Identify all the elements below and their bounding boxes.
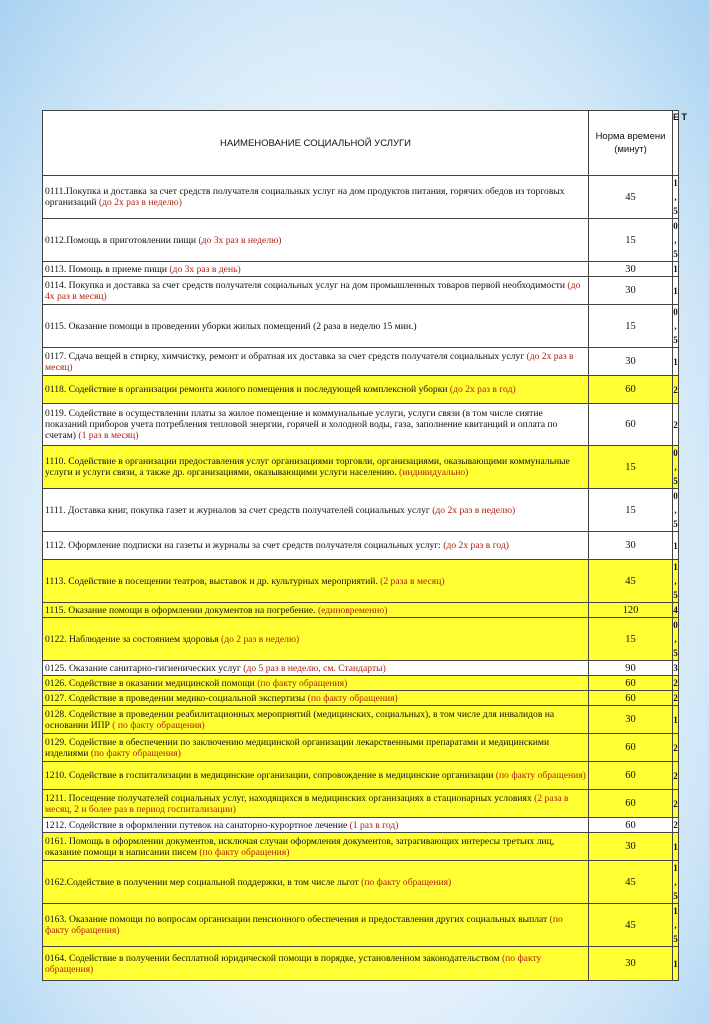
service-name-cell: [43, 706, 589, 734]
service-name: 0122. Наблюдение за состоянием здоровья: [45, 633, 219, 645]
service-frequency: (по факту обращения): [305, 692, 398, 704]
service-name: 1110. Содействие в организации предоставления услуг организациями торговли, организациями, оказывающими коммунальные услуги и услуги связи, а также др. организациями, оказывающими услуги населению.: [45, 456, 570, 478]
service-name-cell: [43, 489, 589, 532]
extra-cell: 1: [673, 277, 679, 305]
header-service-name: НАИМЕНОВАНИЕ СОЦИАЛЬНОЙ УСЛУГИ: [43, 111, 589, 176]
service-name-cell: [43, 947, 589, 981]
service-frequency: (по факту обращения): [358, 876, 452, 888]
service-name: 1210. Содействие в госпитализации в медицинские организации, сопровождение в медицинские организации: [45, 770, 494, 781]
extra-cell: 4: [673, 603, 679, 618]
extra-cell: 2: [673, 734, 679, 762]
extra-cell: 2: [673, 818, 679, 833]
service-frequency: (по факту обращения): [493, 770, 586, 781]
time-norm-cell: 60: [589, 676, 673, 691]
table-row: [43, 947, 679, 981]
service-frequency: (по факту обращения): [196, 846, 290, 858]
service-frequency: (до 2х раз в месяц): [45, 350, 574, 373]
service-name: 0164. Содействие в получении бесплатной юридической помощи в порядке, установленном законодательством: [45, 952, 500, 964]
extra-cell: 2: [673, 404, 679, 446]
service-name: 0126. Содействие в оказании медицинской помощи: [45, 677, 255, 689]
header-time-norm: Норма времени (минут): [589, 111, 673, 176]
table-row: [43, 489, 679, 532]
service-name: 0113. Помощь в приеме пищи: [45, 263, 167, 275]
service-frequency: (до 2х раз в неделю): [96, 197, 182, 208]
service-name: 1113. Содействие в посещении театров, выставок и др. культурных мероприятий.: [45, 575, 378, 587]
service-frequency: (1 раз в год): [347, 819, 399, 831]
service-name: 0115. Оказание помощи в проведении уборки жилых помещений (2 раза в неделю 15 мин.): [45, 320, 417, 332]
table-row: [43, 532, 679, 560]
service-name-cell: [43, 603, 589, 618]
service-name: 0125. Оказание санитарно-гигиенических услуг: [45, 662, 241, 674]
table-row: [43, 904, 679, 947]
table-row: [43, 762, 679, 790]
extra-cell: 2: [673, 376, 679, 404]
table-row: [43, 861, 679, 904]
service-frequency: (до 2х раз в год): [447, 384, 516, 395]
extra-cell: 1 , 5: [673, 176, 679, 219]
service-name-cell: [43, 676, 589, 691]
service-name: 1115. Оказание помощи в оформлении документов на погребение.: [45, 604, 316, 616]
service-name-cell: [43, 833, 589, 861]
time-norm-cell: 60: [589, 404, 673, 446]
service-name-cell: [43, 532, 589, 560]
extra-cell: 0 , 5: [673, 618, 679, 661]
extra-cell: 1: [673, 947, 679, 981]
table-row: [43, 219, 679, 262]
service-name: 1211. Посещение получателей социальных услуг, находящихся в медицинских организациях в стационарных условиях: [45, 792, 532, 804]
service-name-cell: [43, 560, 589, 603]
extra-cell: 2: [673, 691, 679, 706]
service-frequency: (до 3х раз в день): [166, 263, 241, 275]
service-name-cell: [43, 262, 589, 277]
service-name-cell: [43, 404, 589, 446]
table-row: [43, 691, 679, 706]
time-norm-cell: 90: [589, 661, 673, 676]
service-name-cell: [43, 348, 589, 376]
extra-cell: 0 , 5: [673, 219, 679, 262]
extra-cell: 2: [673, 790, 679, 818]
service-name-cell: [43, 219, 589, 262]
table-row: [43, 305, 679, 348]
extra-cell: 3: [673, 661, 679, 676]
service-frequency: (до 4х раз в месяц): [45, 279, 581, 302]
table-row: [43, 262, 679, 277]
service-name: 0163. Оказание помощи по вопросам организации пенсионного обеспечения и предоставления других социальных выплат: [45, 914, 548, 925]
extra-cell: 1: [673, 833, 679, 861]
service-frequency: (по факту обращения): [45, 914, 563, 936]
table-row: [43, 348, 679, 376]
service-frequency: (по факту обращения): [254, 677, 348, 689]
service-name-cell: [43, 305, 589, 348]
service-name-cell: [43, 691, 589, 706]
service-name-cell: [43, 904, 589, 947]
table-row: [43, 790, 679, 818]
service-frequency: (до 2 раз в неделю): [218, 633, 300, 645]
time-norm-cell: 15: [589, 446, 673, 489]
time-norm-cell: 30: [589, 947, 673, 981]
time-norm-cell: 60: [589, 790, 673, 818]
extra-cell: 1: [673, 262, 679, 277]
time-norm-cell: 120: [589, 603, 673, 618]
time-norm-cell: 30: [589, 277, 673, 305]
service-name-cell: [43, 176, 589, 219]
time-norm-cell: 30: [589, 532, 673, 560]
time-norm-cell: 60: [589, 818, 673, 833]
service-frequency: (по факту обращения): [45, 952, 542, 975]
service-name: 0114. Покупка и доставка за счет средств получателя социальных услуг на дом промышленных товаров первой необходимости: [45, 279, 565, 291]
table-row: [43, 618, 679, 661]
service-name: 0127. Содействие в проведении медико-социальной экспертизы: [45, 692, 306, 704]
service-frequency: (по факту обращения): [88, 747, 181, 759]
extra-cell: 1 , 5: [673, 904, 679, 947]
time-norm-cell: 15: [589, 219, 673, 262]
time-norm-cell: 15: [589, 305, 673, 348]
time-norm-cell: 45: [589, 560, 673, 603]
extra-cell: 1 , 5: [673, 861, 679, 904]
service-name-cell: [43, 734, 589, 762]
time-norm-cell: 45: [589, 176, 673, 219]
table-row: [43, 734, 679, 762]
service-name-cell: [43, 618, 589, 661]
service-frequency: (единовременно): [315, 604, 388, 616]
service-frequency: (до 2х раз в год): [440, 540, 509, 551]
service-frequency: (2 раза в месяц, 2 и более раз в период госпитализации): [45, 792, 569, 815]
time-norm-cell: 60: [589, 734, 673, 762]
extra-cell: 2: [673, 676, 679, 691]
time-norm-cell: 30: [589, 706, 673, 734]
service-name-cell: [43, 790, 589, 818]
extra-cell: 0 , 5: [673, 305, 679, 348]
time-norm-cell: 30: [589, 833, 673, 861]
time-norm-cell: 60: [589, 376, 673, 404]
service-name: 0117. Сдача вещей в стирку, химчистку, ремонт и обратная их доставка за счет средств получателя социальных услуг: [45, 350, 525, 362]
service-name: 1111. Доставка книг, покупка газет и журналов за счет средств получателей социальных услуг: [45, 504, 430, 516]
extra-cell: 1: [673, 706, 679, 734]
extra-cell: 0 , 5: [673, 489, 679, 532]
time-norm-cell: 15: [589, 489, 673, 532]
service-name-cell: [43, 446, 589, 489]
service-name: 0111.Покупка и доставка за счет средств получателя социальных услуг на дом продуктов питания, горячих обедов из торговых организаций: [45, 186, 565, 208]
time-norm-cell: 45: [589, 861, 673, 904]
table-row: [43, 277, 679, 305]
extra-cell: 1 , 5: [673, 560, 679, 603]
service-name-cell: [43, 861, 589, 904]
service-frequency: (2 раза в месяц): [377, 575, 445, 587]
service-name-cell: [43, 818, 589, 833]
services-sheet: [42, 110, 688, 981]
table-row: [43, 176, 679, 219]
service-name-cell: [43, 762, 589, 790]
table-row: [43, 404, 679, 446]
service-frequency: ( по факту обращения): [109, 719, 205, 731]
table-row: [43, 560, 679, 603]
table-row: [43, 676, 679, 691]
service-name-cell: [43, 277, 589, 305]
service-name: 0119. Содействие в осуществлении платы за жилое помещение и коммунальные услуги, услуги связи (в том числе снятие показаний приборов учета потребления тепловой энергии, горячей и холодной воды, газа, заполнение квитанций и оплата по счетам): [45, 408, 558, 441]
table-row: [43, 603, 679, 618]
service-name: 0128. Содействие в проведении реабилитационных мероприятий (медицинских, социальных), в том числе для инвалидов на основании ИПР: [45, 708, 555, 731]
service-name: 0112.Помощь в приготовлении пищи: [45, 234, 197, 246]
service-frequency: (индивидуально): [396, 467, 469, 478]
time-norm-cell: 15: [589, 618, 673, 661]
extra-cell: 1: [673, 348, 679, 376]
table-row: [43, 376, 679, 404]
extra-cell: 0 , 5: [673, 446, 679, 489]
service-frequency: (до 3х раз в неделю): [196, 234, 282, 246]
service-name-cell: [43, 376, 589, 404]
services-table: [42, 110, 688, 981]
service-name: 1112. Оформление подписки на газеты и журналы за счет средств получателя социальных услуг:: [45, 540, 441, 551]
service-name: 0129. Содействие в обеспечении по заключению медицинской организации лекарственными препаратами и медицинскими изделиями: [45, 736, 550, 759]
time-norm-cell: 60: [589, 762, 673, 790]
time-norm-cell: 60: [589, 691, 673, 706]
service-name-cell: [43, 661, 589, 676]
table-row: [43, 706, 679, 734]
service-frequency: (1 раз в месяц): [75, 430, 139, 441]
extra-cell: 1: [673, 532, 679, 560]
service-name: 0118. Содействие в организации ремонта жилого помещения и последующей комплексной уборки: [45, 384, 448, 395]
service-name: 1212. Содействие в оформлении путевок на санаторно-курортное лечение: [45, 819, 348, 831]
service-name: 0161. Помощь в оформлении документов, исключая случаи оформления документов, затрагивающих интересы третьих лиц, оказание помощи в написании писем: [45, 835, 555, 858]
extra-cell: 2: [673, 762, 679, 790]
service-name: 0162.Содействие в получении мер социальной поддержки, в том числе льгот: [45, 876, 359, 888]
service-frequency: (до 5 раз в неделю, см. Стандарты): [240, 662, 386, 674]
table-header-row: [43, 111, 679, 176]
table-row: [43, 818, 679, 833]
time-norm-cell: 30: [589, 262, 673, 277]
service-frequency: (до 2х раз в неделю): [429, 504, 516, 516]
table-row: [43, 661, 679, 676]
header-extra: Е Т: [673, 111, 679, 176]
time-norm-cell: 30: [589, 348, 673, 376]
table-row: [43, 446, 679, 489]
table-row: [43, 833, 679, 861]
time-norm-cell: 45: [589, 904, 673, 947]
